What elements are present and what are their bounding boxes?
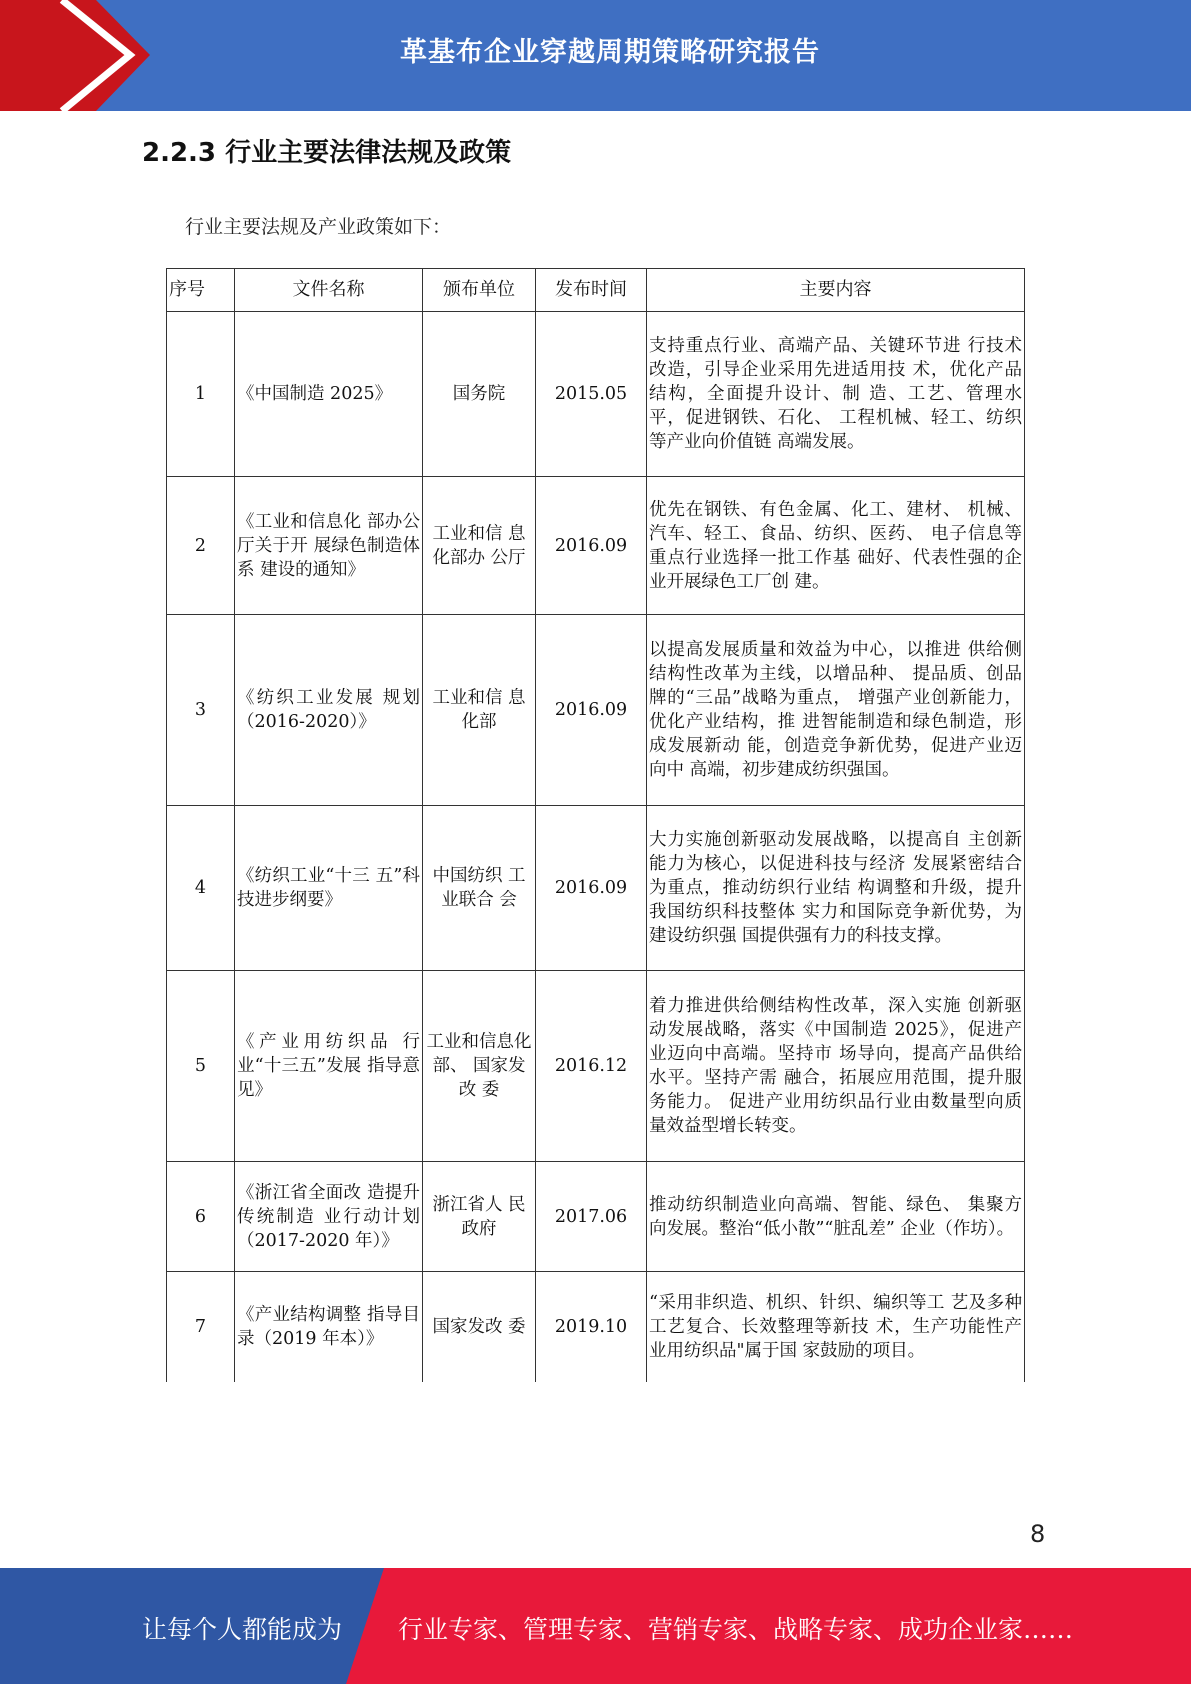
row-unit: 工业和信息化部、 国家发改 委 [423, 971, 536, 1162]
policy-table [166, 268, 1025, 1382]
row-name: 《纺织工业“十三 五”科技进步纲要》 [235, 806, 423, 971]
row-no: 5 [167, 971, 235, 1162]
footer-slogan-left: 让每个人都能成为 [142, 1615, 343, 1644]
row-no: 3 [167, 615, 235, 806]
row-name: 《产业用纺织品 行业“十三五”发展 指导意见》 [235, 971, 423, 1162]
table-row [167, 1162, 1025, 1272]
table-row [167, 806, 1025, 971]
table-row [167, 615, 1025, 806]
header-no: 序号 [167, 269, 235, 312]
row-date: 2019.10 [536, 1272, 647, 1382]
row-date: 2016.12 [536, 971, 647, 1162]
row-date: 2015.05 [536, 312, 647, 477]
row-content: 支持重点行业、高端产品、关键环节进 行技术改造，引导企业采用先进适用技 术，优化产品结构，全面提升设计、制 造、工艺、管理水平，促进钢铁、石化、 工程机械、轻工、纺织等产业向价值链 高端发展。 [647, 312, 1025, 477]
table-header-row [167, 269, 1025, 312]
section-intro: 行业主要法规及产业政策如下： [185, 216, 452, 238]
row-content: 着力推进供给侧结构性改革，深入实施 创新驱动发展战略，落实《中国制造 2025》，促进产业迈向中高端。坚持市 场导向，提高产品供给水平。坚持产需 融合，拓展应用范围，提升服务能力。 促进产业用纺织品行业由数量型向质 量效益型增长转变。 [647, 971, 1025, 1162]
row-no: 6 [167, 1162, 235, 1272]
row-name: 《工业和信息化 部办公厅关于开 展绿色制造体系 建设的通知》 [235, 477, 423, 615]
row-no: 2 [167, 477, 235, 615]
header-content: 主要内容 [647, 269, 1025, 312]
report-header [0, 0, 1191, 111]
row-unit: 工业和信 息化部办 公厅 [423, 477, 536, 615]
header-date: 发布时间 [536, 269, 647, 312]
table-row [167, 477, 1025, 615]
row-content: 大力实施创新驱动发展战略，以提高自 主创新能力为核心，以促进科技与经济 发展紧密结合为重点，推动纺织行业结 构调整和升级，提升我国纺织科技整体 实力和国际竞争新优势，为建设纺织强 国提供强有力的科技支撑。 [647, 806, 1025, 971]
row-date: 2016.09 [536, 477, 647, 615]
table-row [167, 971, 1025, 1162]
footer-slogan-right: 行业专家、管理专家、营销专家、战略专家、成功企业家…… [398, 1615, 1074, 1644]
table-row [167, 312, 1025, 477]
row-unit: 工业和信 息化部 [423, 615, 536, 806]
row-name: 《浙江省全面改 造提升传统制造 业行动计划 （2017-2020 年）》 [235, 1162, 423, 1272]
section-heading: 2.2.3 行业主要法律法规及政策 [142, 138, 512, 168]
row-name: 《中国制造 2025》 [235, 312, 423, 477]
table-row [167, 1272, 1025, 1382]
row-content: 优先在钢铁、有色金属、化工、建材、 机械、汽车、轻工、食品、纺织、医药、 电子信息等重点行业选择一批工作基 础好、代表性强的企业开展绿色工厂创 建。 [647, 477, 1025, 615]
row-name: 《产业结构调整 指导目录（2019 年本）》 [235, 1272, 423, 1382]
row-no: 1 [167, 312, 235, 477]
header-name: 文件名称 [235, 269, 423, 312]
report-title: 革基布企业穿越周期策略研究报告 [400, 37, 820, 68]
row-unit: 国务院 [423, 312, 536, 477]
row-content: 以提高发展质量和效益为中心，以推进 供给侧结构性改革为主线，以增品种、 提品质、创品牌的“三品”战略为重点， 增强产业创新能力，优化产业结构，推 进智能制造和绿色制造，形成发展新动 能，创造竞争新优势，促进产业迈向中 高端，初步建成纺织强国。 [647, 615, 1025, 806]
row-no: 7 [167, 1272, 235, 1382]
row-unit: 国家发改 委 [423, 1272, 536, 1382]
row-date: 2016.09 [536, 806, 647, 971]
header-unit: 颁布单位 [423, 269, 536, 312]
row-unit: 浙江省人 民政府 [423, 1162, 536, 1272]
row-name: 《纺织工业发展 规划（2016-2020）》 [235, 615, 423, 806]
row-unit: 中国纺织 工业联合 会 [423, 806, 536, 971]
row-date: 2017.06 [536, 1162, 647, 1272]
header-arrow-decoration [0, 0, 150, 111]
row-no: 4 [167, 806, 235, 971]
report-footer [0, 1568, 1191, 1684]
row-date: 2016.09 [536, 615, 647, 806]
row-content: 推动纺织制造业向高端、智能、绿色、 集聚方向发展。整治“低小散”“脏乱差” 企业（作坊）。 [647, 1162, 1025, 1272]
page-number: 8 [1030, 1520, 1046, 1548]
row-content: “采用非织造、机织、针织、编织等工 艺及多种工艺复合、长效整理等新技 术，生产功能性产业用纺织品"属于国 家鼓励的项目。 [647, 1272, 1025, 1382]
